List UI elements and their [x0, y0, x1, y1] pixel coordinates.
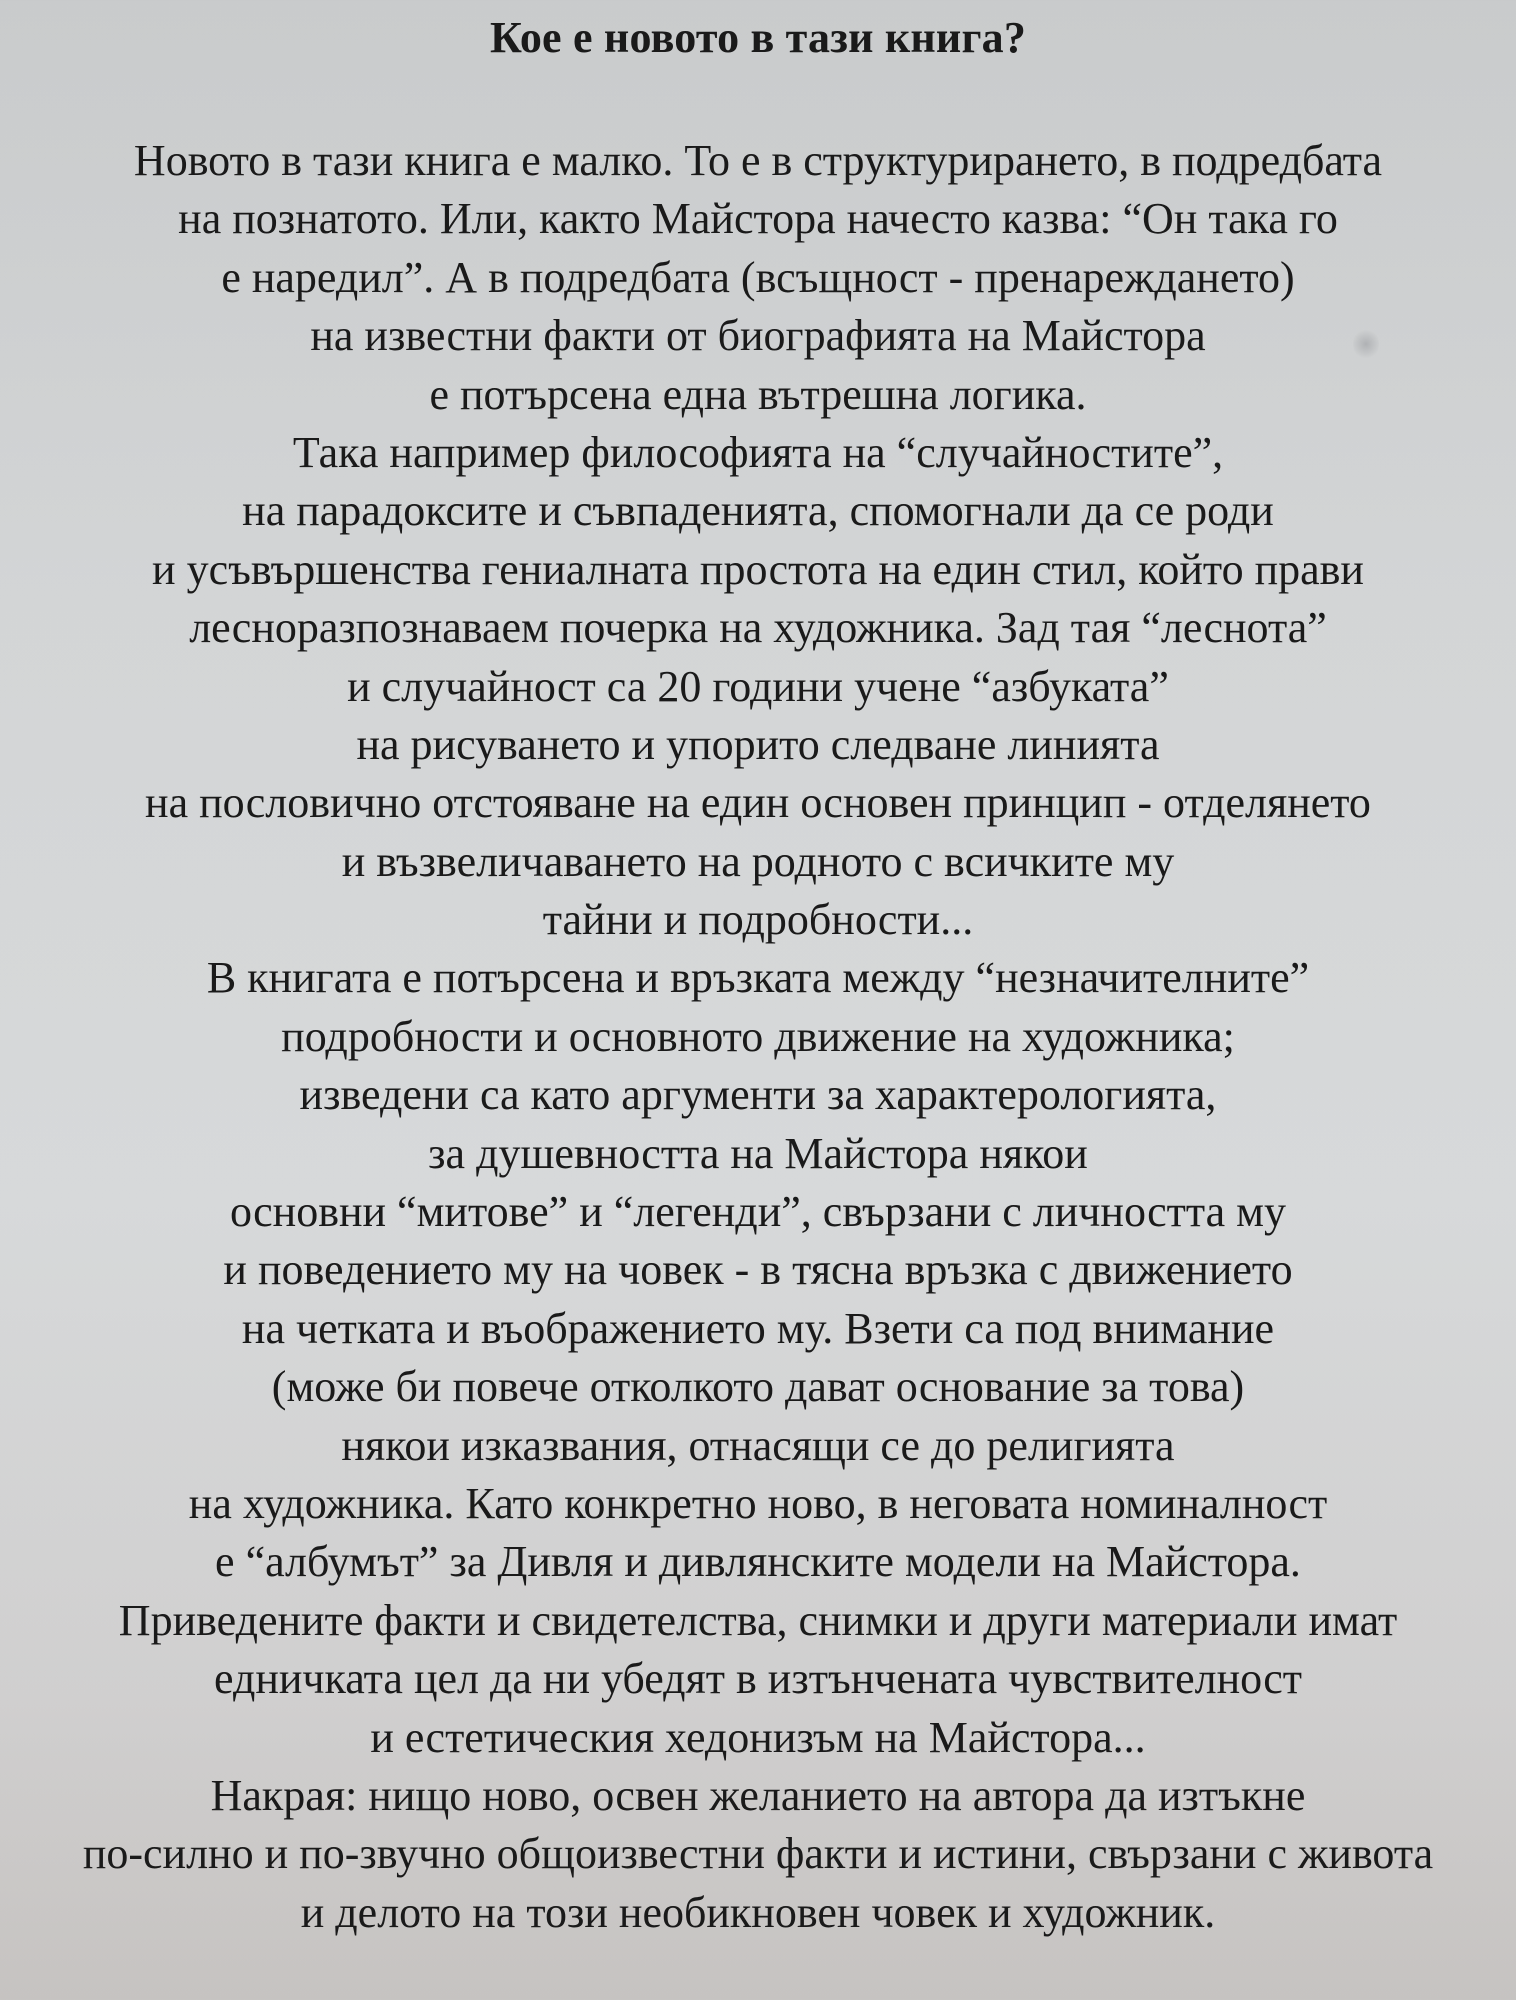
- text-line: тайни и подробности...: [542, 895, 974, 945]
- text-line: лесноразпознаваем почерка на художника. Зад тая “леснота”: [189, 603, 1327, 653]
- text-line: някои изказвания, отнасящи се до религията: [341, 1420, 1175, 1470]
- text-line: на пословично отстояване на един основен принцип - отделянето: [145, 778, 1371, 828]
- text-line: (може би повече отколкото дават основание за това): [271, 1362, 1245, 1412]
- text-line: на рисуването и упорито следване линията: [356, 719, 1160, 769]
- text-line: подробности и основното движение на художника;: [281, 1011, 1235, 1061]
- text-line: Така например философията на “случайностите”,: [292, 427, 1224, 477]
- text-line: Накрая: нищо ново, освен желанието на автора да изтъкне: [210, 1770, 1306, 1820]
- text-line: и делото на този необикновен човек и художник.: [300, 1887, 1216, 1937]
- text-line: В книгата е потърсена и връзката между “незначителните”: [206, 953, 1310, 1003]
- text-line: на известни факти от биографията на Майстора: [310, 311, 1206, 361]
- text-line: на художника. Като конкретно ново, в неговата номиналност: [188, 1478, 1328, 1528]
- text-line: е “албумът” за Дивля и дивлянските модели на Майстора.: [215, 1537, 1301, 1587]
- page-title: Кое е новото в тази книга?: [489, 13, 1027, 62]
- text-line: на четката и въображението му. Взети са под внимание: [241, 1303, 1275, 1353]
- text-line: на парадоксите и съвпаденията, спомогнали да се роди: [242, 486, 1274, 536]
- text-line: е потърсена една вътрешна логика.: [429, 369, 1087, 419]
- text-line: едничката цел да ни убедят в изтънчената чувствителност: [214, 1654, 1302, 1704]
- text-line: и усъвършенства гениалната простота на един стил, който прави: [152, 544, 1364, 594]
- paper-smudge: [1353, 328, 1379, 360]
- text-line: и случайност са 20 години учене “азбуката”: [347, 661, 1169, 711]
- body-text: [0, 132, 1516, 1942]
- text-line: основни “митове” и “легенди”, свързани с личността му: [230, 1187, 1286, 1237]
- text-line: по-силно и по-звучно общоизвестни факти и истини, свързани с живота: [82, 1829, 1434, 1879]
- text-line: на познатото. Или, както Майстора начесто казва: “Он така го: [178, 194, 1338, 244]
- text-line: и естетическия хедонизъм на Майстора...: [370, 1712, 1146, 1762]
- text-line: изведени са като аргументи за характерологията,: [299, 1070, 1217, 1120]
- text-line: е наредил”. А в подредбата (всъщност - пренареждането): [221, 252, 1295, 302]
- text-line: Приведените факти и свидетелства, снимки и други материали имат: [118, 1595, 1398, 1645]
- text-line: и възвеличаването на родното с всичките му: [341, 836, 1175, 886]
- text-line: Новото в тази книга е малко. То е в структурирането, в подредбата: [133, 136, 1383, 185]
- text-line: за душевността на Майстора някои: [428, 1128, 1088, 1178]
- text-line: и поведението му на човек - в тясна връзка с движението: [223, 1245, 1293, 1295]
